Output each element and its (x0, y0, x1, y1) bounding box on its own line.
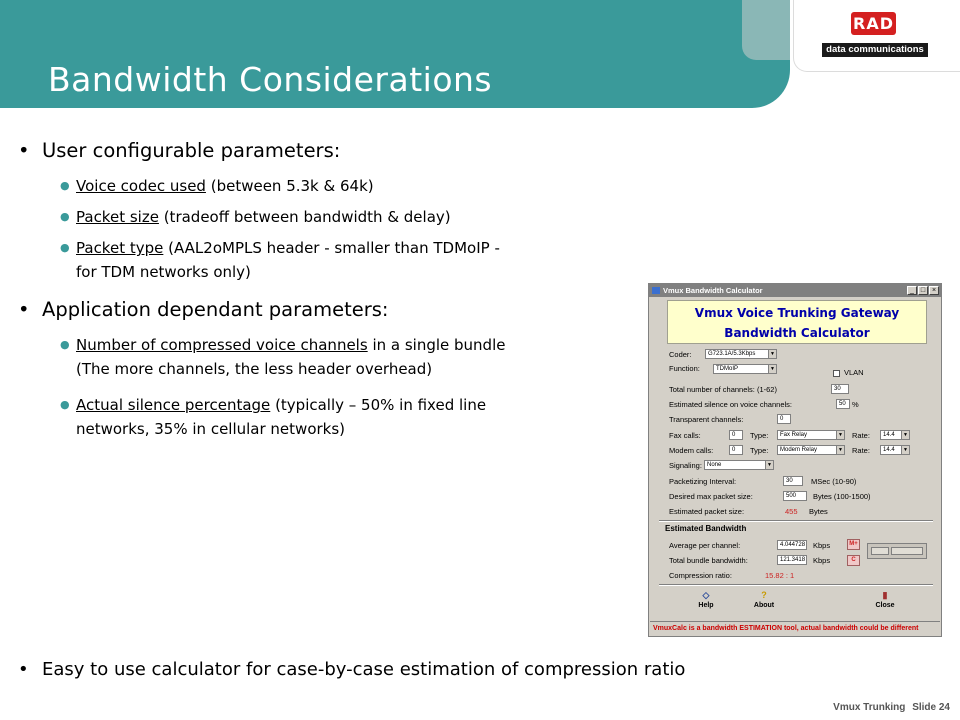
total-bw-output: 121.3418 (777, 555, 807, 565)
chevron-down-icon[interactable]: ▼ (768, 365, 776, 373)
clear-button[interactable]: C (847, 555, 860, 566)
sub-bullet-dot: ● (60, 398, 70, 411)
sub-bullet-link: Packet type (76, 239, 164, 257)
header-accent (742, 0, 790, 60)
total-bw-unit: Kbps (813, 556, 831, 565)
memory-gauge (867, 543, 927, 559)
toolbar-divider (659, 584, 933, 586)
total-bw-label: Total bundle bandwidth: (669, 556, 748, 565)
packetizing-input[interactable]: 30 (783, 476, 803, 486)
close-label: Close (875, 602, 895, 609)
memory-add-button[interactable]: M+ (847, 539, 860, 550)
avg-output: 4.044728 (777, 540, 807, 550)
bullet-calculator (18, 659, 686, 680)
sub-bullet-link: Number of compressed voice channels (76, 336, 368, 354)
sub-bullet-silence (60, 393, 487, 441)
sub-bullet-text: (tradeoff between bandwidth & delay) (158, 208, 451, 226)
rad-logo: RAD (851, 12, 896, 35)
modem-input[interactable]: 0 (729, 445, 743, 455)
sub-bullet-text-cont: for TDM networks only) (76, 263, 251, 281)
heading-line-1: Vmux Voice Trunking Gateway (694, 306, 900, 320)
est-packet-unit: Bytes (809, 507, 828, 516)
sub-bullet-link: Voice codec used (76, 177, 206, 195)
sub-bullet-text: (typically – 50% in fixed line (270, 396, 487, 414)
function-value: TDMoIP (716, 366, 739, 372)
fax-input[interactable]: 0 (729, 430, 743, 440)
sub-bullet-dot: ● (60, 241, 70, 254)
logo-tagline: data communications (822, 43, 928, 57)
transparent-label: Transparent channels: (669, 415, 744, 424)
total-channels-label: Total number of channels: (1-62) (669, 385, 777, 394)
sub-bullet-packet-type (60, 236, 500, 284)
gauge-cell (891, 547, 923, 555)
sub-bullet-text: (AAL2oMPLS header - smaller than TDMoIP - (163, 239, 500, 257)
sub-bullet-text-cont: networks, 35% in cellular networks) (76, 420, 346, 438)
modem-label: Modem calls: (669, 446, 714, 455)
logo-panel (793, 0, 960, 72)
function-select[interactable] (713, 364, 777, 374)
est-packet-value: 455 (785, 507, 798, 516)
coder-label: Coder: (669, 350, 692, 359)
slide-footer (833, 702, 950, 713)
function-label: Function: (669, 364, 700, 373)
window-titlebar (649, 284, 941, 297)
max-packet-label: Desired max packet size: (669, 492, 753, 501)
silence-label: Estimated silence on voice channels: (669, 400, 792, 409)
sub-bullet-packet-size (60, 205, 451, 229)
modem-type-label: Type: (750, 446, 769, 455)
calculator-heading (667, 300, 927, 344)
max-packet-input[interactable]: 500 (783, 491, 807, 501)
chevron-down-icon[interactable]: ▼ (765, 461, 773, 469)
sub-bullet-codec (60, 174, 374, 198)
sub-bullet-dot: ● (60, 210, 70, 223)
coder-select[interactable] (705, 349, 777, 359)
help-icon: ◇ (702, 590, 710, 600)
signaling-select[interactable] (704, 460, 774, 470)
minimize-icon[interactable]: _ (907, 286, 917, 295)
bullet-text: Application dependant parameters: (42, 298, 389, 321)
chevron-down-icon[interactable]: ▼ (768, 350, 776, 358)
sub-bullet-text: in a single bundle (367, 336, 506, 354)
signaling-label: Signaling: (669, 461, 702, 470)
question-icon: ? (761, 590, 767, 600)
sub-bullet-text-cont: (The more channels, the less header overhead) (76, 360, 433, 378)
silence-unit: % (852, 400, 859, 409)
close-icon[interactable]: × (929, 286, 939, 295)
chevron-down-icon[interactable]: ▼ (836, 431, 844, 439)
about-label: About (753, 602, 775, 609)
footer-slide-number: Slide 24 (912, 702, 950, 713)
ratio-value: 15.82 : 1 (765, 571, 795, 580)
sub-bullet-text: (between 5.3k & 64k) (205, 177, 374, 195)
bullet-text: User configurable parameters: (42, 139, 341, 162)
bullet-dot: • (18, 298, 30, 321)
avg-unit: Kbps (813, 541, 831, 550)
modem-rate-value: 14.4 (883, 447, 895, 453)
chevron-down-icon[interactable]: ▼ (901, 431, 909, 439)
estimated-bandwidth-title: Estimated Bandwidth (665, 524, 747, 533)
bullet-dot: • (18, 659, 29, 680)
sub-bullet-dot: ● (60, 179, 70, 192)
sub-bullet-link: Actual silence percentage (76, 396, 271, 414)
vlan-label: VLAN (844, 368, 864, 377)
help-button[interactable] (693, 590, 719, 609)
bullet-user-params (18, 139, 341, 162)
vlan-checkbox[interactable] (833, 370, 840, 377)
fax-type-label: Type: (750, 431, 769, 440)
fax-rate-label: Rate: (852, 431, 870, 440)
help-label: Help (698, 602, 714, 609)
fax-rate-select[interactable] (880, 430, 910, 440)
fax-rate-value: 14.4 (883, 432, 895, 438)
ratio-label: Compression ratio: (669, 571, 732, 580)
calculator-window (648, 283, 942, 637)
transparent-input[interactable]: 0 (777, 414, 791, 424)
modem-type-value: Modem Relay (780, 447, 818, 453)
heading-line-2: Bandwidth Calculator (724, 326, 870, 340)
packetizing-label: Packetizing Interval: (669, 477, 737, 486)
max-packet-unit: Bytes (100-1500) (813, 492, 871, 501)
avg-label: Average per channel: (669, 541, 741, 550)
bullet-dot: • (18, 139, 30, 162)
status-bar: VmuxCalc is a bandwidth ESTIMATION tool, actual bandwidth could be different (650, 621, 940, 636)
sub-bullet-channels (60, 333, 506, 381)
fax-type-value: Fax Relay (780, 432, 808, 438)
about-button[interactable] (749, 590, 779, 609)
modem-type-select[interactable] (777, 445, 845, 455)
fax-label: Fax calls: (669, 431, 701, 440)
fax-type-select[interactable] (777, 430, 845, 440)
bullet-text: Easy to use calculator for case-by-case estimation of compression ratio (42, 659, 686, 680)
sub-bullet-dot: ● (60, 338, 70, 351)
signaling-value: None (707, 462, 722, 468)
silence-input[interactable]: 50 (836, 399, 850, 409)
close-button[interactable] (871, 590, 899, 609)
door-icon: ▮ (882, 590, 888, 600)
window-title: Vmux Bandwidth Calculator (663, 286, 763, 295)
bullet-app-params (18, 298, 389, 321)
slide-title: Bandwidth Considerations (48, 60, 493, 99)
gauge-cell (871, 547, 889, 555)
section-divider (659, 520, 933, 522)
app-icon (652, 287, 660, 294)
chevron-down-icon[interactable]: ▼ (836, 446, 844, 454)
maximize-icon[interactable]: □ (918, 286, 928, 295)
est-packet-label: Estimated packet size: (669, 507, 745, 516)
modem-rate-select[interactable] (880, 445, 910, 455)
total-channels-input[interactable]: 30 (831, 384, 849, 394)
coder-value: G723.1A/5.3Kbps (708, 351, 756, 357)
modem-rate-label: Rate: (852, 446, 870, 455)
packetizing-unit: MSec (10-90) (811, 477, 857, 486)
sub-bullet-link: Packet size (76, 208, 159, 226)
chevron-down-icon[interactable]: ▼ (901, 446, 909, 454)
footer-name: Vmux Trunking (833, 702, 906, 713)
